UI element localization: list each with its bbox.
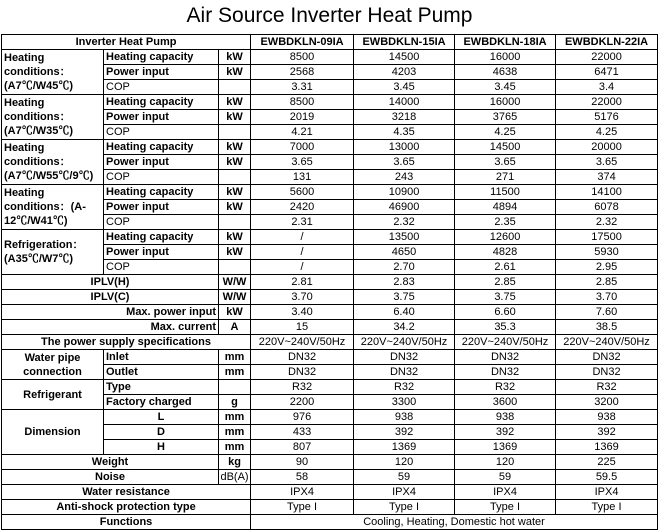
row-label: Type	[104, 380, 219, 395]
cell: 3300	[354, 395, 455, 410]
cell: 15	[251, 320, 354, 335]
unit: kW	[219, 110, 251, 125]
cell: 2200	[251, 395, 354, 410]
unit	[219, 125, 251, 140]
cell: R32	[251, 380, 354, 395]
cell: 2.95	[556, 260, 658, 275]
cell: 13500	[354, 230, 455, 245]
cell: 35.3	[455, 320, 556, 335]
cell: 46900	[354, 200, 455, 215]
group-dimension: Dimension	[2, 410, 104, 455]
cell: 11500	[455, 185, 556, 200]
cell: IPX4	[556, 485, 658, 500]
unit: kW	[219, 245, 251, 260]
cell: Type I	[556, 500, 658, 515]
spec-table	[1, 34, 658, 530]
unit: mm	[219, 440, 251, 455]
unit: kW	[219, 50, 251, 65]
cell: 3.70	[251, 290, 354, 305]
cell: 2.31	[251, 215, 354, 230]
cell: Cooling, Heating, Domestic hot water	[251, 515, 658, 530]
table-row	[2, 320, 658, 335]
cell: 3.4	[556, 80, 658, 95]
cell: 938	[354, 410, 455, 425]
cell: 3.31	[251, 80, 354, 95]
header-row	[2, 35, 658, 50]
table-row	[2, 350, 658, 365]
header-label: Inverter Heat Pump	[2, 35, 251, 50]
cell: 58	[251, 470, 354, 485]
table-row	[2, 290, 658, 305]
cell: 1369	[354, 440, 455, 455]
unit: kW	[219, 230, 251, 245]
cell: 3.45	[455, 80, 556, 95]
table-row	[2, 335, 658, 350]
cell: 220V~240V/50Hz	[556, 335, 658, 350]
row-label: Power input	[104, 155, 219, 170]
row-label: Power input	[104, 65, 219, 80]
table-row	[2, 275, 658, 290]
cell: 59	[455, 470, 556, 485]
cell: 34.2	[354, 320, 455, 335]
unit: mm	[219, 410, 251, 425]
cell: 4.25	[455, 125, 556, 140]
unit: kW	[219, 200, 251, 215]
row-label: IPLV(C)	[2, 290, 219, 305]
model-header: EWBDKLN-09IA	[251, 35, 354, 50]
cell: 4650	[354, 245, 455, 260]
unit: kg	[219, 455, 251, 470]
cell: 3.65	[556, 155, 658, 170]
row-label: H	[104, 440, 219, 455]
row-label: The power supply specifications	[2, 335, 251, 350]
cell: 1369	[556, 440, 658, 455]
row-label: Power input	[104, 110, 219, 125]
cell: 14500	[354, 50, 455, 65]
group-refrigeration: Refrigeration：(A35℃/W7℃)	[2, 230, 104, 275]
cell: 4828	[455, 245, 556, 260]
cell: 8500	[251, 50, 354, 65]
row-label: Factory charged	[104, 395, 219, 410]
unit	[219, 215, 251, 230]
cell: 22000	[556, 95, 658, 110]
cell: DN32	[354, 350, 455, 365]
cell: 220V~240V/50Hz	[455, 335, 556, 350]
cell: 3.70	[556, 290, 658, 305]
cell: 38.5	[556, 320, 658, 335]
row-label: Noise	[2, 470, 219, 485]
table-row	[2, 500, 658, 515]
cell: R32	[354, 380, 455, 395]
cell: IPX4	[455, 485, 556, 500]
row-label: IPLV(H)	[2, 275, 219, 290]
table-row	[2, 185, 658, 200]
row-label: Max. current	[2, 320, 219, 335]
cell: Type I	[354, 500, 455, 515]
cell: /	[251, 260, 354, 275]
row-label: Anti-shock protection type	[2, 500, 251, 515]
cell: 3.75	[354, 290, 455, 305]
cell: 3200	[556, 395, 658, 410]
cell: 3765	[455, 110, 556, 125]
unit: kW	[219, 95, 251, 110]
cell: 2.83	[354, 275, 455, 290]
row-label: Power input	[104, 245, 219, 260]
cell: 976	[251, 410, 354, 425]
cell: 90	[251, 455, 354, 470]
cell: 6471	[556, 65, 658, 80]
cell: 3.65	[455, 155, 556, 170]
cell: 3600	[455, 395, 556, 410]
cell: DN32	[251, 350, 354, 365]
cell: 2.61	[455, 260, 556, 275]
row-label: COP	[104, 260, 219, 275]
unit: A	[219, 320, 251, 335]
cell: 433	[251, 425, 354, 440]
cell: DN32	[251, 365, 354, 380]
cell: 120	[455, 455, 556, 470]
cell: 16000	[455, 95, 556, 110]
cell: DN32	[354, 365, 455, 380]
cell: 10900	[354, 185, 455, 200]
unit: g	[219, 395, 251, 410]
cell: 392	[455, 425, 556, 440]
cell: 5600	[251, 185, 354, 200]
cell: 374	[556, 170, 658, 185]
cell: 6.60	[455, 305, 556, 320]
cell: 8500	[251, 95, 354, 110]
cell: 2568	[251, 65, 354, 80]
cell: 59	[354, 470, 455, 485]
cell: 2.70	[354, 260, 455, 275]
cell: Type I	[455, 500, 556, 515]
cell: 2420	[251, 200, 354, 215]
model-header: EWBDKLN-15IA	[354, 35, 455, 50]
unit: mm	[219, 350, 251, 365]
row-label: Max. power input	[2, 305, 219, 320]
cell: IPX4	[354, 485, 455, 500]
unit	[219, 260, 251, 275]
unit: W/W	[219, 290, 251, 305]
cell: 3.75	[455, 290, 556, 305]
unit	[219, 80, 251, 95]
row-label: Functions	[2, 515, 251, 530]
unit	[219, 170, 251, 185]
row-label: Weight	[2, 455, 219, 470]
unit: mm	[219, 425, 251, 440]
group-heating-3: Heating conditions：(A7℃/W55℃/9℃)	[2, 140, 104, 185]
cell: 6.40	[354, 305, 455, 320]
unit: W/W	[219, 275, 251, 290]
cell: 1369	[455, 440, 556, 455]
cell: 16000	[455, 50, 556, 65]
cell: 271	[455, 170, 556, 185]
table-row	[2, 410, 658, 425]
cell: 4638	[455, 65, 556, 80]
cell: 14000	[354, 95, 455, 110]
row-label: COP	[104, 215, 219, 230]
cell: 14500	[455, 140, 556, 155]
cell: 938	[556, 410, 658, 425]
row-label: Inlet	[104, 350, 219, 365]
cell: 59.5	[556, 470, 658, 485]
cell: 220V~240V/50Hz	[251, 335, 354, 350]
unit: kW	[219, 65, 251, 80]
cell: 4.21	[251, 125, 354, 140]
unit: kW	[219, 155, 251, 170]
page-title: Air Source Inverter Heat Pump	[186, 4, 473, 27]
cell: R32	[556, 380, 658, 395]
cell: 2.32	[354, 215, 455, 230]
table-row	[2, 515, 658, 530]
row-label: COP	[104, 80, 219, 95]
cell: 22000	[556, 50, 658, 65]
row-label: Heating capacity	[104, 230, 219, 245]
model-header: EWBDKLN-18IA	[455, 35, 556, 50]
row-label: COP	[104, 125, 219, 140]
cell: 5176	[556, 110, 658, 125]
cell: 2.81	[251, 275, 354, 290]
cell: DN32	[455, 350, 556, 365]
cell: 392	[556, 425, 658, 440]
cell: 6078	[556, 200, 658, 215]
group-refrigerant: Refrigerant	[2, 380, 104, 410]
unit: kW	[219, 140, 251, 155]
group-water-pipe: Water pipe connection	[2, 350, 104, 380]
row-label: L	[104, 410, 219, 425]
unit: dB(A)	[220, 471, 249, 483]
cell: Type I	[251, 500, 354, 515]
cell: 12600	[455, 230, 556, 245]
row-label: Outlet	[104, 365, 219, 380]
cell: 131	[251, 170, 354, 185]
table-row	[2, 485, 658, 500]
cell: 2019	[251, 110, 354, 125]
unit: mm	[219, 365, 251, 380]
cell: 3218	[354, 110, 455, 125]
cell: 220V~240V/50Hz	[354, 335, 455, 350]
cell: DN32	[455, 365, 556, 380]
cell: DN32	[556, 365, 658, 380]
model-header: EWBDKLN-22IA	[556, 35, 658, 50]
row-label: Heating capacity	[104, 50, 219, 65]
cell: 17500	[556, 230, 658, 245]
cell: 938	[455, 410, 556, 425]
cell: 3.45	[354, 80, 455, 95]
cell: 243	[354, 170, 455, 185]
row-label: Heating capacity	[104, 185, 219, 200]
table-row	[2, 95, 658, 110]
cell: 5930	[556, 245, 658, 260]
cell: 4.25	[556, 125, 658, 140]
row-label: COP	[104, 170, 219, 185]
cell: 3.65	[354, 155, 455, 170]
row-label: D	[104, 425, 219, 440]
group-heating-4: Heating conditions：(A-12℃/W41℃)	[2, 185, 104, 230]
cell: 3.40	[251, 305, 354, 320]
cell: 2.32	[556, 215, 658, 230]
row-label: Heating capacity	[104, 140, 219, 155]
cell: 2.85	[556, 275, 658, 290]
cell: R32	[455, 380, 556, 395]
cell: /	[251, 245, 354, 260]
cell: 20000	[556, 140, 658, 155]
cell: 7000	[251, 140, 354, 155]
row-label: Power input	[104, 200, 219, 215]
cell: 2.35	[455, 215, 556, 230]
table-row	[2, 470, 658, 485]
unit: kW	[219, 305, 251, 320]
cell: 2.85	[455, 275, 556, 290]
cell: 3.65	[251, 155, 354, 170]
unit	[219, 380, 251, 395]
cell: 225	[556, 455, 658, 470]
table-row	[2, 230, 658, 245]
row-label: Water resistance	[2, 485, 251, 500]
unit: kW	[219, 185, 251, 200]
group-heating-2: Heating conditions：(A7℃/W35℃)	[2, 95, 104, 140]
table-row	[2, 305, 658, 320]
cell: 7.60	[556, 305, 658, 320]
table-row	[2, 380, 658, 395]
table-row	[2, 50, 658, 65]
cell: 392	[354, 425, 455, 440]
cell: 14100	[556, 185, 658, 200]
table-row	[2, 140, 658, 155]
cell: 13000	[354, 140, 455, 155]
cell: 4894	[455, 200, 556, 215]
cell: 807	[251, 440, 354, 455]
cell: 120	[354, 455, 455, 470]
cell: 4.35	[354, 125, 455, 140]
cell: IPX4	[251, 485, 354, 500]
group-heating-1: Heating conditions：(A7℃/W45℃)	[2, 50, 104, 95]
cell: 4203	[354, 65, 455, 80]
row-label: Heating capacity	[104, 95, 219, 110]
cell: DN32	[556, 350, 658, 365]
table-row	[2, 455, 658, 470]
cell: /	[251, 230, 354, 245]
